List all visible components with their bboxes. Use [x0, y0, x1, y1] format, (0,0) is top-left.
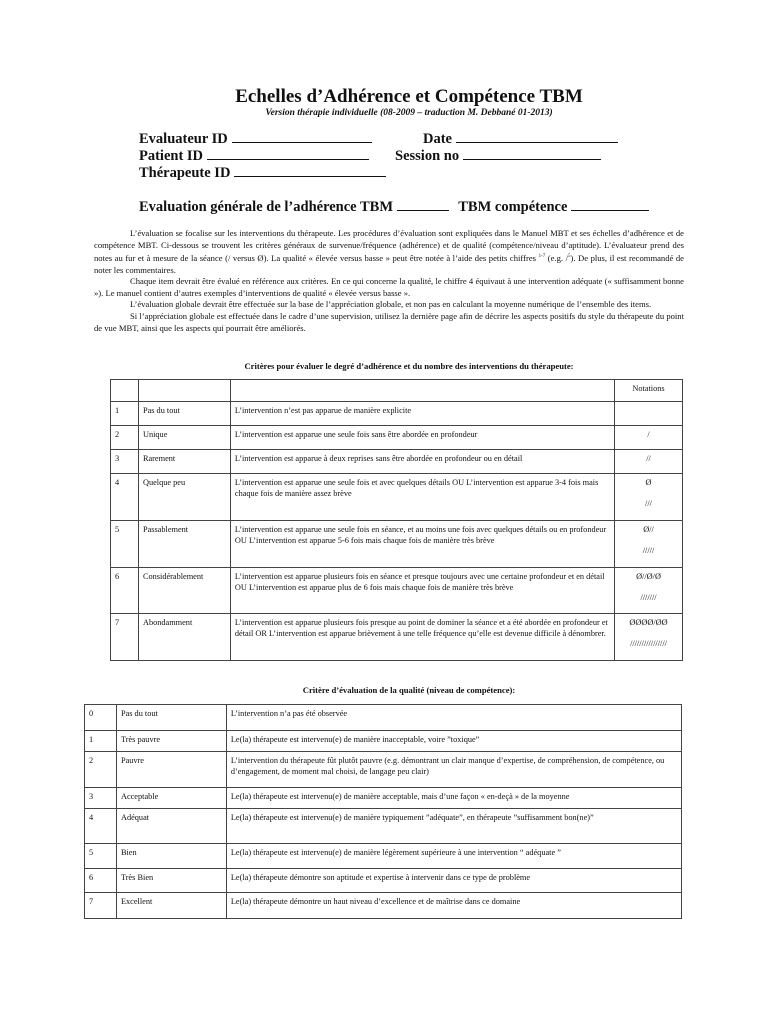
evaluation-line — [139, 197, 649, 216]
table-row — [85, 893, 682, 919]
table-row: 2 Unique L’intervention est apparue une seule fois sans être abordée en profondeur / — [111, 426, 683, 450]
evaluateur-blank[interactable] — [232, 129, 372, 143]
table-cell: Abondamment — [138, 614, 230, 661]
table-cell: 2 — [85, 752, 117, 788]
table-cell: L’intervention n’est pas apparue de manière explicite — [230, 402, 614, 426]
table-cell: Le(la) thérapeute démontre son aptitude et expertise à intervenir dans ce type de problème — [226, 869, 681, 893]
table-cell: Quelque peu — [138, 474, 230, 521]
patient-blank[interactable] — [207, 146, 369, 160]
table-row: 7 Abondamment L’intervention est apparue plusieurs fois presque au point de dominer la séance et a été abordée en profondeur et détail OR L’intervention est apparue brièvement à une telle fréquence qu’elle est devenue difficile à dénombrer. ØØØØ/ØØ //////////////// — [111, 614, 683, 661]
quality-section-title: Critère d’évaluation de la qualité (niveau de compétence): — [302, 685, 516, 695]
table-cell: Le(la) thérapeute est intervenu(e) de manière acceptable, mais d’une façon « en-deçà » de la moyenne — [226, 788, 681, 809]
session-field — [395, 146, 601, 165]
table-cell: L’intervention est apparue plusieurs fois en séance et presque toujours avec une certaine profondeur et en détail OU L’intervention est apparue plus de 6 fois mais chaque fois de manière très brève — [230, 568, 614, 614]
adherence-blank[interactable] — [397, 197, 449, 211]
table-cell: Bien — [116, 844, 226, 869]
table-cell: 1 — [85, 731, 117, 752]
table-row — [85, 705, 682, 731]
competence-blank[interactable] — [571, 197, 649, 211]
intro-paragraph-3: L’évaluation globale devrait être effectuée sur la base de l’appréciation globale, et non pas en calculant la moyenne numérique de l’ensemble des items. — [130, 299, 652, 310]
quality-table — [84, 704, 682, 919]
table-cell: Le(la) thérapeute est intervenu(e) de manière légèrement supérieure à une intervention “ adéquate ” — [226, 844, 681, 869]
table-cell: Pas du tout — [138, 402, 230, 426]
adherence-table — [110, 379, 683, 661]
table-row — [85, 869, 682, 893]
table-cell: 7 — [111, 614, 139, 661]
document-subtitle: Version thérapie individuelle (08-2009 – traduction M. Debbané 01-2013) — [265, 108, 553, 118]
adherence-section-title: Critères pour évaluer le degré d’adhérence et du nombre des interventions du thérapeute: — [244, 361, 574, 371]
patient-label: Patient ID — [139, 148, 204, 164]
table-row: 3 Rarement L’intervention est apparue à deux reprises sans être abordée en profondeur ou en détail // — [111, 450, 683, 474]
table-cell: 6 — [85, 869, 117, 893]
therapeute-blank[interactable] — [234, 163, 386, 177]
evaluateur-label: Evaluateur ID — [139, 131, 228, 147]
table-cell: 6 — [111, 568, 139, 614]
table-row — [111, 402, 683, 426]
table-cell: 5 — [111, 521, 139, 568]
table-row: 6 Considérablement L’intervention est apparue plusieurs fois en séance et presque toujours avec une certaine profondeur et en détail OU L’intervention est apparue plus de 6 fois mais chaque fois de manière très brève Ø//Ø/Ø /////// — [111, 568, 683, 614]
table-cell: 0 — [85, 705, 117, 731]
table-cell: 2 — [111, 426, 139, 450]
table-cell: 5 — [85, 844, 117, 869]
table-cell: Excellent — [116, 893, 226, 919]
table-row — [85, 788, 682, 809]
table-cell: Très Bien — [116, 869, 226, 893]
table-cell: 4 — [111, 474, 139, 521]
table-row — [85, 844, 682, 869]
document-title: Echelles d’Adhérence et Compétence TBM — [235, 86, 583, 107]
table-cell: L’intervention est apparue une seule fois et avec quelques détails OU L’intervention est apparue 3-4 fois mais chaque fois de manière assez brève — [230, 474, 614, 521]
table-cell: Unique — [138, 426, 230, 450]
table-cell: Le(la) thérapeute est intervenu(e) de manière typiquement ”adéquate”, en thérapeute ”suffisamment bon(ne)” — [226, 809, 681, 844]
table-row: 5 Passablement L’intervention est apparue une seule fois en séance, et au moins une fois avec quelques détails ou en profondeur OU L’intervention est apparue 5-6 fois mais chaque fois de manière très brève Ø// ///// — [111, 521, 683, 568]
table-cell: Très pauvre — [116, 731, 226, 752]
table-cell: Pas du tout — [116, 705, 226, 731]
table-cell: L’intervention est apparue plusieurs fois presque au point de dominer la séance et a été abordée en profondeur et détail OR L’intervention est apparue brièvement à une telle fréquence qu’elle est devenue difficile à dénombrer. — [230, 614, 614, 661]
table-cell: Considérablement — [138, 568, 230, 614]
table-cell: 1 — [111, 402, 139, 426]
table-row: 4 Quelque peu L’intervention est apparue une seule fois et avec quelques détails OU L’intervention est apparue 3-4 fois mais chaque fois de manière assez brève Ø /// — [111, 474, 683, 521]
table-row — [85, 752, 682, 788]
intro-paragraph-1: L’évaluation se focalise sur les interventions du thérapeute. Les procédures d’évaluation sont expliquées dans le Manuel MBT et ses échelles d’adhérence et de compétence MBT. Ci-dessous se trouvent les critères généraux de survenue/fréquence (adhérence) et de qualité (compétence/niveau d’aptitude). L’évaluateur prend des notes au fur et à mesure de la séance (/ versus Ø). La qualité « élevée versus basse » peut être notée à l’aide des petits chiffres $^{1-7}$ (e.g. /$^5$). De plus, il est recommandé de noter les commentaires. — [94, 228, 684, 275]
table-cell: L’intervention est apparue une seule fois en séance, et au moins une fois avec quelques détails ou en profondeur OU L’intervention est apparue 5-6 fois mais chaque fois de manière très brève — [230, 521, 614, 568]
table-cell: Adéquat — [116, 809, 226, 844]
table-cell: Acceptable — [116, 788, 226, 809]
table-cell: L’intervention est apparue à deux reprises sans être abordée en profondeur ou en détail — [230, 450, 614, 474]
table-header-row — [111, 380, 683, 402]
therapeute-field — [139, 163, 386, 182]
table-row — [85, 731, 682, 752]
table-cell: Rarement — [138, 450, 230, 474]
date-blank[interactable] — [456, 129, 618, 143]
date-label: Date — [423, 131, 452, 147]
therapeute-label: Thérapeute ID — [139, 165, 231, 181]
notations-header: Notations — [615, 380, 683, 402]
table-cell: Pauvre — [116, 752, 226, 788]
intro-text — [94, 228, 684, 334]
table-cell: Passablement — [138, 521, 230, 568]
table-cell: 3 — [111, 450, 139, 474]
adherence-label: Evaluation générale de l’adhérence TBM — [139, 199, 394, 215]
intro-paragraph-2: Chaque item devrait être évalué en référence aux critères. En ce qui concerne la qualité, le chiffre 4 équivaut à une intervention adéquate (« suffisamment bonne »). Le manuel contient d’autres exemples d’interventions de qualité « élevée versus basse ». — [94, 276, 684, 298]
session-blank[interactable] — [463, 146, 601, 160]
table-cell: L’intervention n’a pas été observée — [226, 705, 681, 731]
table-cell: L’intervention est apparue une seule fois sans être abordée en profondeur — [230, 426, 614, 450]
table-row — [85, 809, 682, 844]
table-cell: Le(la) thérapeute est intervenu(e) de manière inacceptable, voire ”toxique” — [226, 731, 681, 752]
table-cell: L’intervention du thérapeute fût plutôt pauvre (e.g. démontrant un clair manque d’expertise, de compréhension, de compétence, ou d’engagement, de moment mal choisi, de langage peu clair) — [226, 752, 681, 788]
intro-paragraph-4: Si l’appréciation globale est effectuée dans le cadre d’une supervision, utilisez la dernière page afin de décrire les aspects positifs du style du thérapeute du point de vue MBT, ainsi que les aspects qui pourrait être améliorés. — [94, 311, 684, 333]
table-cell: Le(la) thérapeute démontre un haut niveau d’excellence et de maîtrise dans ce domaine — [226, 893, 681, 919]
competence-label: TBM compétence — [458, 199, 568, 215]
table-cell: 3 — [85, 788, 117, 809]
table-cell: 7 — [85, 893, 117, 919]
session-label: Session no — [395, 148, 460, 164]
table-cell: 4 — [85, 809, 117, 844]
